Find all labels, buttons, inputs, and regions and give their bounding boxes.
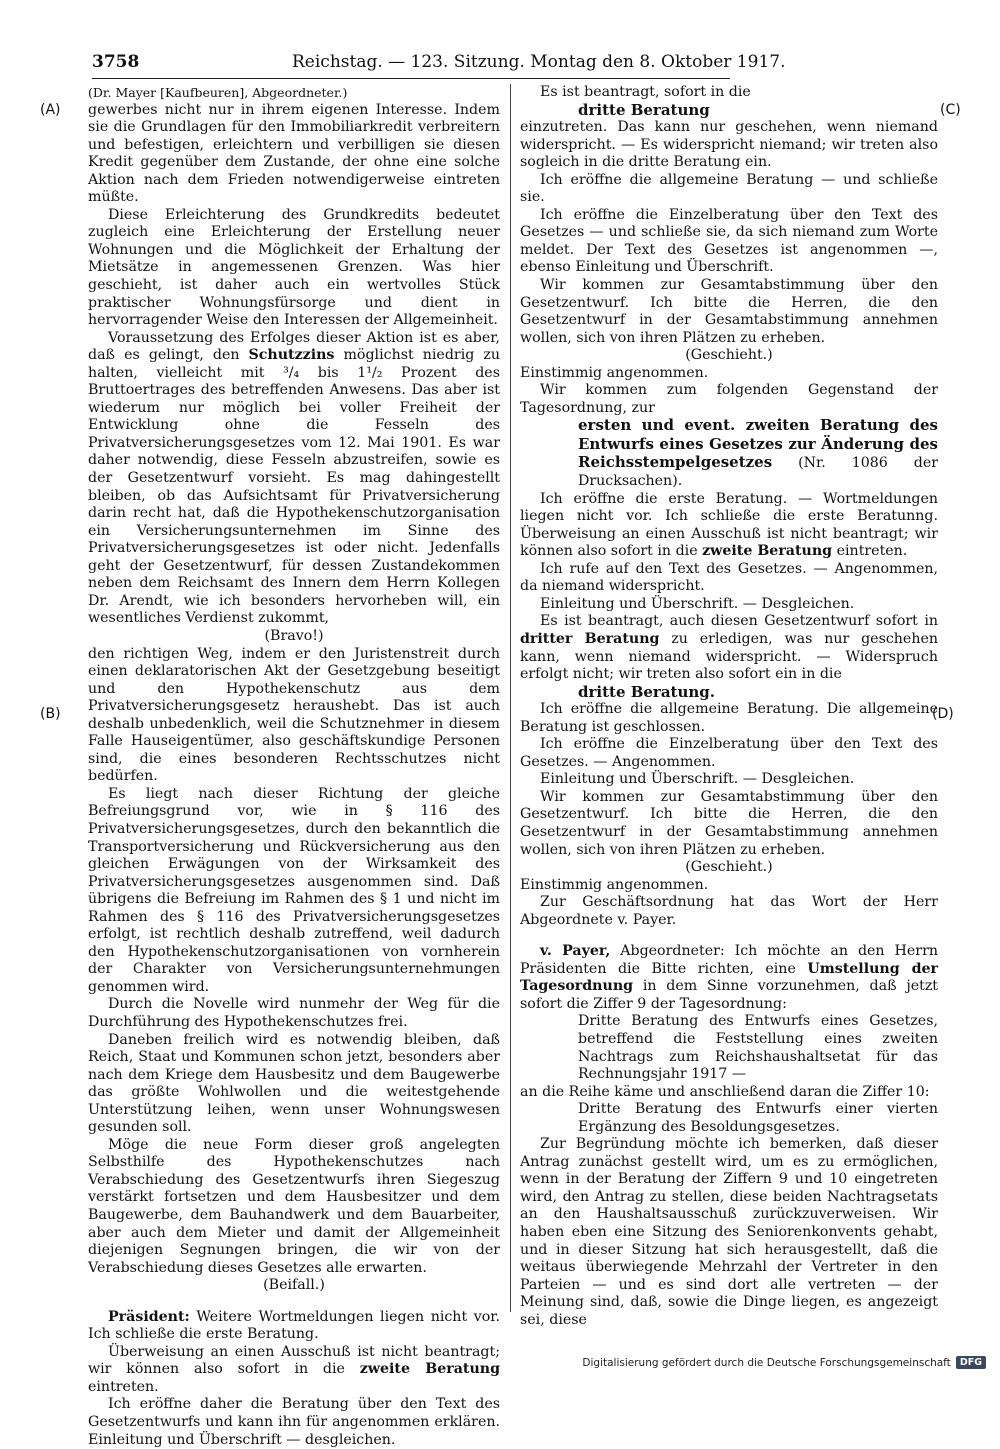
paragraph: Ich eröffne die Einzelberatung über den Text des Gesetzes — und schließe sie, da sich niemand zum Worte meldet. Der Text des Gesetzes ist angenommen —, ebenso Einleitung und Überschrift. — [520, 206, 938, 276]
interjection: (Beifall.) — [263, 1277, 325, 1294]
agenda-heading: dritte Beratung. — [578, 682, 716, 701]
text-run: eintreten. — [832, 543, 908, 560]
speaker-name: v. Payer, — [540, 943, 611, 960]
paragraph: Es liegt nach dieser Richtung der gleiche Befreiungsgrund vor, wie in § 116 des Privatversicherungsgesetzes, durch den bekanntlich die Transportversicherung und Rückversicherung aus den gleichen Erwägungen von der Wirksamkeit des Privatversicherungsgesetzes ausgenommen sind. Daß übrigens die Befreiung im Rahmen des § 1 und nicht im Rahmen des § 116 des Privatversicherungsgesetzes erfolgt, ist rechtlich deshalb zutreffend, weil dadurch den Hypothekenschutzorganisationen von vornherein der Charakter von Versicherungsunternehmungen genommen wird. — [88, 785, 500, 995]
text-run: Es ist beantragt, auch diesen Gesetzentwurf sofort in — [540, 613, 938, 630]
paragraph: Zur Begründung möchte ich bemerken, daß dieser Antrag zunächst gestellt wird, um es zu ermöglichen, wenn in der Beratung der Ziffern 9 und 10 eingetreten wird, den Antrag zu stellen, diese beiden Nachtragsetats an den Haushaltsausschuß zurückzuverweisen. Wir haben eben eine Sitzung des Seniorenkonvents gehabt, und in dieser Sitzung hat sich herausgestellt, daß die weitaus überwiegende Mehrzahl der Vertreter in den Parteien — und es sind dort alle vertreten — der Meinung sind, daß, sowie die Dinge liegen, es angezeigt sei, diese — [520, 1136, 938, 1328]
paragraph: Einstimmig angenommen. — [520, 876, 709, 893]
paragraph — [520, 613, 938, 683]
text-run: eintreten. — [88, 1378, 159, 1395]
dfg-logo: DFG — [956, 1356, 986, 1369]
paragraph — [88, 1344, 500, 1397]
interjection: (Bravo!) — [264, 627, 324, 644]
text-run: Voraussetzung des Erfolges dieser Aktion ist es aber, daß es gelingt, den — [88, 329, 500, 364]
agenda-heading: dritte Beratung — [578, 100, 710, 119]
paragraph: gewerbes nicht nur in ihrem eigenen Interesse. Indem sie die Grundlagen für den Immobiliarkredit verbreitern und befestigen, erleichtern und verbilligen sie diesen Kredit gegenüber dem Zustande, der ohne eine solche Aktion nach dem Frieden notwendigerweise eintreten müßte. — [88, 101, 500, 206]
footer-text: Digitalisierung gefördert durch die Deutsche Forschungsgemeinschaft — [582, 1356, 951, 1369]
paragraph: Diese Erleichterung des Grundkredits bedeutet zugleich eine Erleichterung der Erstellung neuer Wohnungen und die Möglichkeit der Erhaltung der Mietsätze in angemessenen Grenzen. Was hier geschieht, ist daher auch ein wertvolles Stück praktischer Wohnungsfürsorge und dient in hervorragender Weise den Interessen der Allgemeinheit. — [88, 206, 500, 329]
text-run: Überweisung an einen Ausschuß ist nicht beantragt; wir können also sofort in die — [88, 1343, 500, 1378]
agenda-item: Dritte Beratung des Entwurfs eines Gesetzes, betreffend die Feststellung eines zweiten Nachtrags zum Reichshaushaltsetat für das Rechnungsjahr 1917 — — [578, 1013, 938, 1083]
paragraph: Wir kommen zum folgenden Gegenstand der Tagesordnung, zur — [520, 382, 938, 416]
left-column — [88, 84, 500, 1449]
header-rule — [92, 78, 730, 79]
paragraph: Durch die Novelle wird nunmehr der Weg für die Durchführung des Hypothekenschutzes frei. — [88, 996, 500, 1030]
running-title: Reichstag. — 123. Sitzung. Montag den 8. Oktober 1917. — [292, 52, 786, 72]
speaker-attribution: (Dr. Mayer [Kaufbeuren], Abgeordneter.) — [88, 85, 348, 100]
agenda-heading: ersten und event. zweiten Beratung des Entwurfs eines Gesetzes zur Änderung des Reichsstempelgesetzes — [578, 416, 938, 472]
page-number: 3758 — [92, 52, 140, 72]
paragraph: den richtigen Weg, indem er den Juristenstreit durch einen deklaratorischen Akt der Gesetzgebung beseitigt und den Hypothekenschutz aus dem Privatversicherungsgesetz heraushebt. Das ist auch deshalb unbedenklich, weil die Schutznehmer in diesem Falle Hauseigentümer, also geschäftskundige Personen sind, die eines besonderen Rechtsschutzes nicht bedürfen. — [88, 645, 500, 785]
bold-term: zweite Beratung — [359, 1361, 501, 1378]
bold-term: Schutzzins — [248, 347, 335, 364]
paragraph: Wir kommen zur Gesamtabstimmung über den Gesetzentwurf. Ich bitte die Herren, die den Gesetzentwurf in der Gesamtabstimmung annehmen wollen, sich von ihren Plätzen zu erheben. — [520, 277, 938, 346]
paragraph: Es ist beantragt, sofort in die — [540, 84, 751, 100]
page-header — [92, 52, 786, 76]
paragraph — [88, 330, 500, 628]
agenda-item — [578, 417, 938, 490]
text-run: Ich eröffne die erste Beratung. — Wortmeldungen liegen nicht vor. Ich schließe die erste Beratunng. Überweisung an einen Ausschuß ist nicht beantragt; wir können also sofort in die — [520, 490, 938, 560]
text-run: in dem Sinne vorzunehmen, daß jetzt sofort die Ziffer 9 der Tagesordnung: — [520, 978, 938, 1012]
text-run: zu erledigen, was nur geschehen kann, wenn niemand widerspricht. — Widerspruch erfolgt nicht; wir treten also sofort ein in die — [520, 630, 939, 683]
text-run: Abgeordneter: Ich möchte an den Herrn Präsidenten die Bitte richten, eine — [520, 943, 938, 977]
paragraph: Ich eröffne die allgemeine Beratung. Die allgemeine Beratung ist geschlossen. — [520, 701, 938, 735]
bold-term: zweite Beratung — [702, 543, 833, 560]
paragraph: Ich eröffne die Einzelberatung über den Text des Gesetzes. — Angenommen. — [520, 736, 938, 770]
paragraph: Wir kommen zur Gesamtabstimmung über den Gesetzentwurf. Ich bitte die Herren, die den Gesetzentwurf in der Gesamtabstimmung annehmen wollen, sich von ihren Plätzen zu erheben. — [520, 788, 938, 858]
text-run: Weitere Wortmeldungen liegen nicht vor. Ich schließe die erste Beratung. — [88, 1308, 500, 1343]
paragraph — [520, 491, 938, 561]
bold-term: dritter Beratung — [520, 630, 660, 647]
speaker-name: Präsident: — [108, 1308, 190, 1325]
paragraph: Einleitung und Überschrift. — Desgleichen. — [540, 595, 855, 612]
text-run: möglichst niedrig zu halten, vielleicht mit ³/₄ bis 1¹/₂ Prozent des Bruttoertrages des betreffenden Anwesens. Das aber ist wiederum nur möglich bei voller Freiheit der Entwicklung ohne die Fesseln des Privatversicherungsgesetzes vom 12. Mai 1901. Es war daher notwendig, diese Fesseln abzustreifen, sowie es der Gesetzentwurf vorsieht. Es mag dahingestellt bleiben, ob das Aufsichtsamt für Privatversicherung darin recht hat, daß die Hypothekenschutzorganisation ein Versicherungsunternehmen im Sinne des Privatversicherungsgesetzes ist oder nicht. Jedenfalls geht der Gesetzentwurf, für dessen Zustandekommen neben dem Reichsamt des Innern dem Herrn Kollegen Dr. Arendt, wie ich besonders hervorheben will, ein wesentliches Verdienst zukommt, — [88, 347, 500, 627]
agenda-item: Dritte Beratung des Entwurfs einer vierten Ergänzung des Besoldungsgesetzes. — [578, 1101, 938, 1135]
margin-marker-b: (B) — [40, 706, 61, 722]
paragraph: Ich eröffne daher die Beratung über den Text des Gesetzentwurfs und kann ihn für angenommen erklären. Einleitung und Überschrift — desgleichen. — [88, 1396, 500, 1448]
paragraph: Ich rufe auf den Text des Gesetzes. — Angenommen, da niemand widerspricht. — [520, 560, 938, 595]
paragraph: Zur Geschäftsordnung hat das Wort der Herr Abgeordnete v. Payer. — [520, 894, 938, 928]
paragraph: Ich eröffne die allgemeine Beratung — und schließe sie. — [520, 171, 938, 206]
margin-marker-d: (D) — [932, 706, 954, 722]
column-divider — [510, 84, 511, 1312]
margin-marker-c: (C) — [940, 102, 961, 118]
paragraph — [88, 1309, 500, 1344]
text-run: (Nr. 1086 der Drucksachen). — [578, 455, 938, 490]
paragraph: einzutreten. Das kann nur geschehen, wenn niemand widerspricht. — Es widerspricht niemand; wir treten also sogleich in die dritte Beratung ein. — [520, 119, 938, 171]
paragraph: an die Reihe käme und anschließend daran die Ziffer 10: — [520, 1083, 930, 1100]
paragraph: Einleitung und Überschrift. — Desgleichen. — [540, 771, 855, 788]
paragraph: Möge die neue Form dieser groß angelegten Selbsthilfe des Hypothekenschutzes nach Verabschiedung des Gesetzentwurfs ihren Siegeszug verstärkt fortsetzen und dem Hausbesitzer und dem Baugewerbe, dem Bauhandwerk und dem Bauarbeiter, aber auch dem Mieter und damit der Allgemeinheit diejenigen Segnungen bringen, die wir von der Verabschiedung dieses Gesetzes alle erwarten. — [88, 1136, 500, 1276]
right-column — [520, 84, 938, 1329]
paragraph — [520, 943, 938, 1013]
bold-term: Umstellung der Tagesordnung — [520, 960, 938, 995]
paragraph: Einstimmig angenommen. — [520, 364, 709, 381]
paragraph: Daneben freilich wird es notwendig bleiben, daß Reich, Staat und Kommunen schon jetzt, besonders aber nach dem Kriege dem Hausbesitz und dem Baugewerbe das größte Wohlwollen und die weitestgehende Unterstützung leihen, wenn unser Wohnungswesen gesunden soll. — [88, 1031, 500, 1136]
margin-marker-a: (A) — [40, 102, 61, 118]
digitization-footer — [582, 1356, 986, 1369]
interjection: (Geschieht.) — [685, 859, 773, 876]
interjection: (Geschieht.) — [685, 347, 773, 364]
